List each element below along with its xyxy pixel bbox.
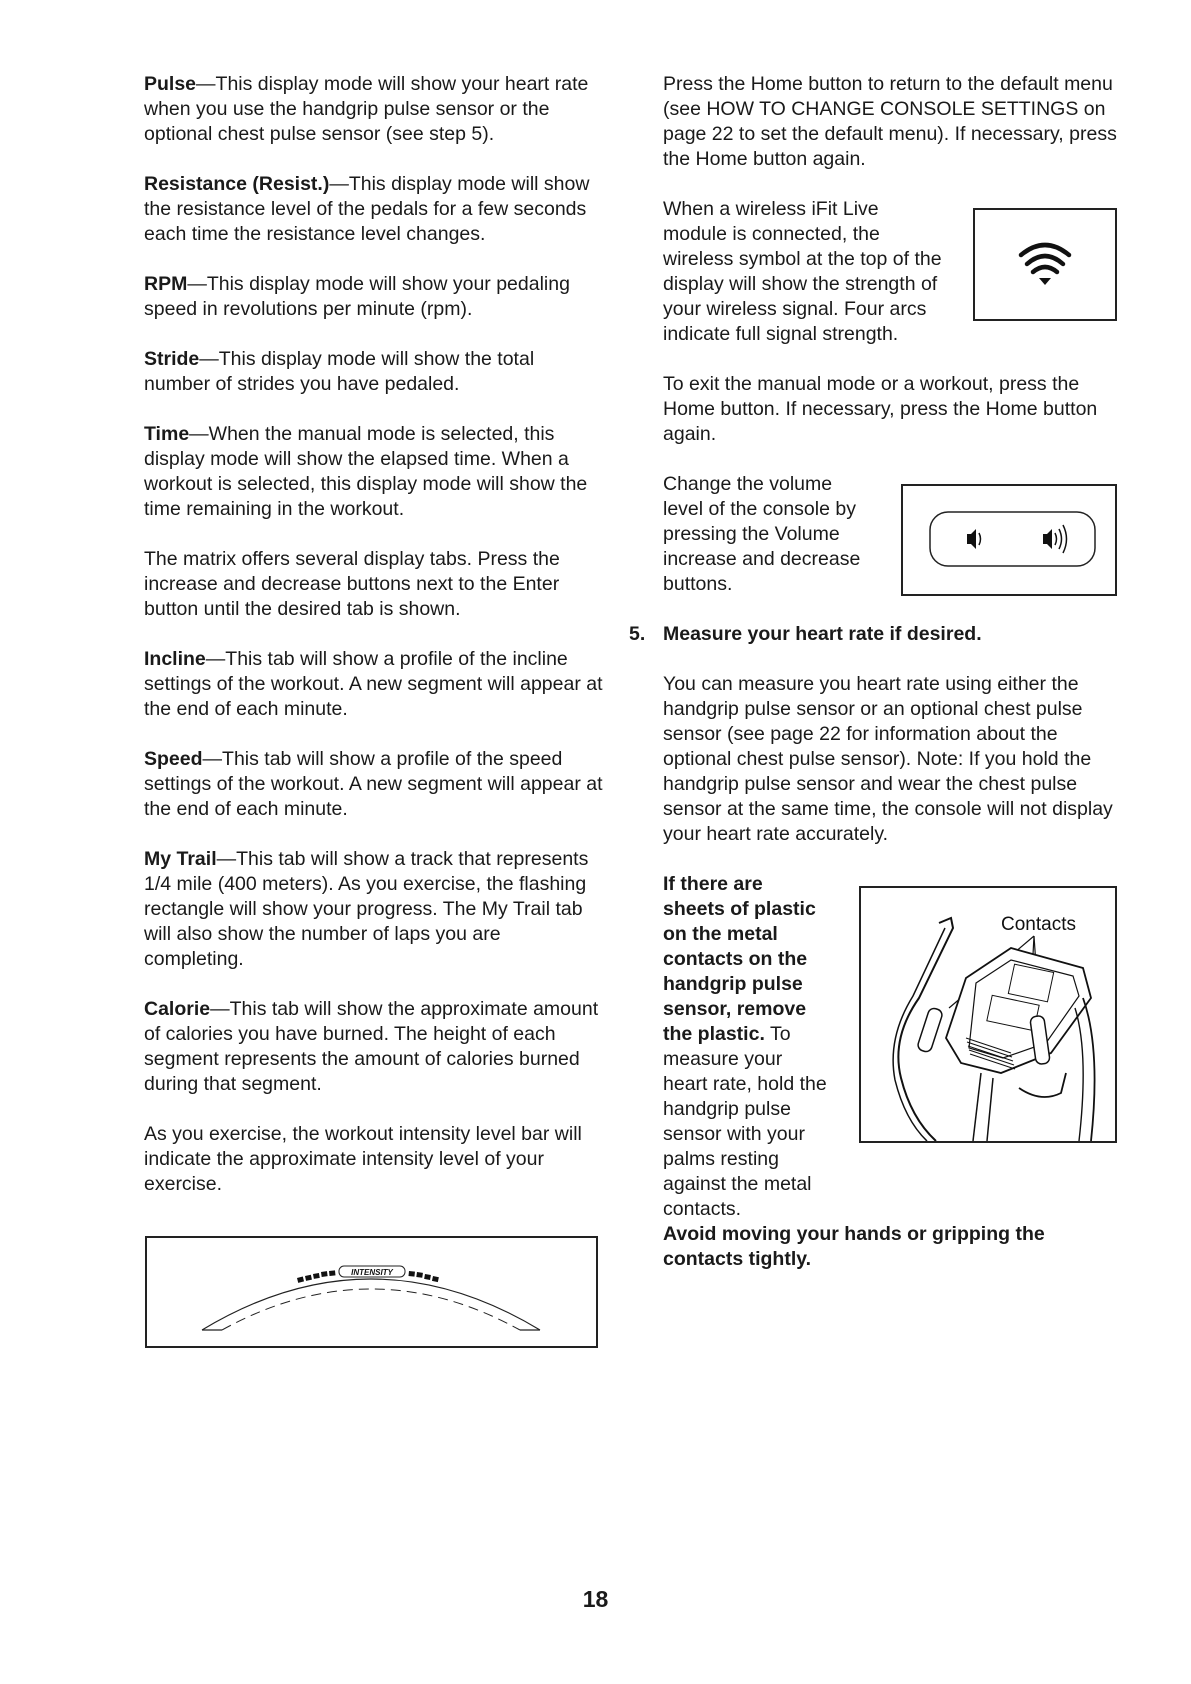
mytrail-entry: My Trail—This tab will show a track that represents 1/4 mile (400 meters). As you exercise, the flashing rectangle will show your progress. The My Trail tab will also show the number of laps you are completing. [144, 848, 589, 970]
exit-paragraph: To exit the manual mode or a workout, press the Home button. If necessary, press the Home button again. [663, 373, 1098, 445]
step-number: 5. [629, 623, 646, 645]
page-number: 18 [582, 1586, 609, 1612]
incline-entry: Incline—This tab will show a profile of the incline settings of the workout. A new segment will appear at the end of each minute. [144, 648, 603, 720]
time-term: Time [144, 423, 190, 445]
heart-rate-paragraph: You can measure you heart rate using either the handgrip pulse sensor or an optional chest pulse sensor (see page 22 for information about the optional chest pulse sensor). Note: If you hold the handgrip pulse sensor and wear the chest pulse sensor at the same time, the console will not display your heart rate accurately. [663, 673, 1113, 845]
intensity-bar-figure [145, 1236, 598, 1348]
time-entry: Time—When the manual mode is selected, this display mode will show the elapsed time. When a workout is selected, this display mode will show the time remaining in the workout. [144, 423, 588, 520]
step-title: Measure your heart rate if desired. [663, 623, 982, 645]
resistance-term: Resistance (Resist.) [144, 173, 330, 195]
volume-down-icon[interactable] [967, 529, 981, 549]
speed-entry: Speed—This tab will show a profile of the speed settings of the workout. A new segment will appear at the end of each minute. [144, 748, 603, 820]
contacts-label: Contacts [1001, 914, 1076, 935]
rpm-entry: RPM—This display mode will show your pedaling speed in revolutions per minute (rpm). [144, 273, 570, 320]
incline-term: Incline [144, 648, 206, 670]
volume-up-icon[interactable] [1043, 525, 1067, 553]
pulse-text: This display mode will show your heart rate when you use the handgrip pulse sensor or the optional chest pulse sensor (see step 5). [144, 73, 589, 145]
resistance-entry: Resistance (Resist.)—This display mode will show the resistance level of the pedals for a few seconds each time the resistance level changes. [144, 173, 590, 245]
wireless-icon [975, 210, 1115, 319]
mytrail-text: This tab will show a track that represents 1/4 mile (400 meters). As you exercise, the flashing rectangle will show your progress. The My Trail tab will also show the number of laps you are completing. [144, 848, 589, 970]
contacts-figure [859, 886, 1117, 1143]
resistance-text: This display mode will show the resistance level of the pedals for a few seconds each time the resistance level changes. [144, 173, 590, 245]
plastic-bold: If there are sheets of plastic on the metal contacts on the handgrip pulse sensor, remove the plastic. [663, 873, 816, 1045]
pulse-term: Pulse [144, 73, 197, 95]
intensity-paragraph: As you exercise, the workout intensity level bar will indicate the approximate intensity level of your exercise. [144, 1123, 582, 1195]
pulse-entry: Pulse—This display mode will show your heart rate when you use the handgrip pulse sensor or the optional chest pulse sensor (see step 5). [144, 73, 589, 145]
plastic-text: To measure your heart rate, hold the handgrip pulse sensor with your palms resting against the metal contacts. [663, 1023, 827, 1220]
wireless-paragraph: When a wireless iFit Live module is connected, the wireless symbol at the top of the display will show the strength of your wireless signal. Four arcs indicate full signal strength. [663, 198, 942, 345]
incline-text: This tab will show a profile of the incline settings of the workout. A new segment will appear at the end of each minute. [144, 648, 603, 720]
wireless-figure [973, 208, 1117, 321]
time-text: When the manual mode is selected, this display mode will show the elapsed time. When a workout is selected, this display mode will show the time remaining in the workout. [144, 423, 588, 520]
stride-entry: Stride—This display mode will show the total number of strides you have pedaled. [144, 348, 535, 395]
stride-text: This display mode will show the total number of strides you have pedaled. [144, 348, 535, 395]
rpm-term: RPM [144, 273, 188, 295]
calorie-text: This tab will show the approximate amount of calories you have burned. The height of each segment represents the amount of calories burned during that segment. [144, 998, 599, 1095]
intensity-arc-icon [147, 1238, 596, 1346]
step-5-heading [629, 622, 1123, 647]
rpm-text: This display mode will show your pedaling speed in revolutions per minute (rpm). [144, 273, 570, 320]
left-column [144, 72, 604, 1222]
calorie-entry: Calorie—This tab will show the approximate amount of calories you have burned. The height of each segment represents the amount of calories burned during that segment. [144, 998, 599, 1095]
home-paragraph: Press the Home button to return to the default menu (see HOW TO CHANGE CONSOLE SETTINGS on page 22 to set the default menu). If necessary, press the Home button again. [663, 73, 1117, 170]
plastic-warning: Avoid moving your hands or gripping the contacts tightly. [663, 1223, 1045, 1270]
calorie-term: Calorie [144, 998, 211, 1020]
speed-term: Speed [144, 748, 203, 770]
volume-paragraph: Change the volume level of the console by pressing the Volume increase and decrease buttons. [663, 473, 861, 595]
intensity-label: INTENSITY [351, 1268, 393, 1277]
volume-figure [901, 484, 1117, 596]
elliptical-console-icon [861, 888, 1115, 1141]
speed-text: This tab will show a profile of the speed settings of the workout. A new segment will appear at the end of each minute. [144, 748, 603, 820]
matrix-paragraph: The matrix offers several display tabs. Press the increase and decrease buttons next to the Enter button until the desired tab is shown. [144, 548, 560, 620]
stride-term: Stride [144, 348, 200, 370]
mytrail-term: My Trail [144, 848, 217, 870]
